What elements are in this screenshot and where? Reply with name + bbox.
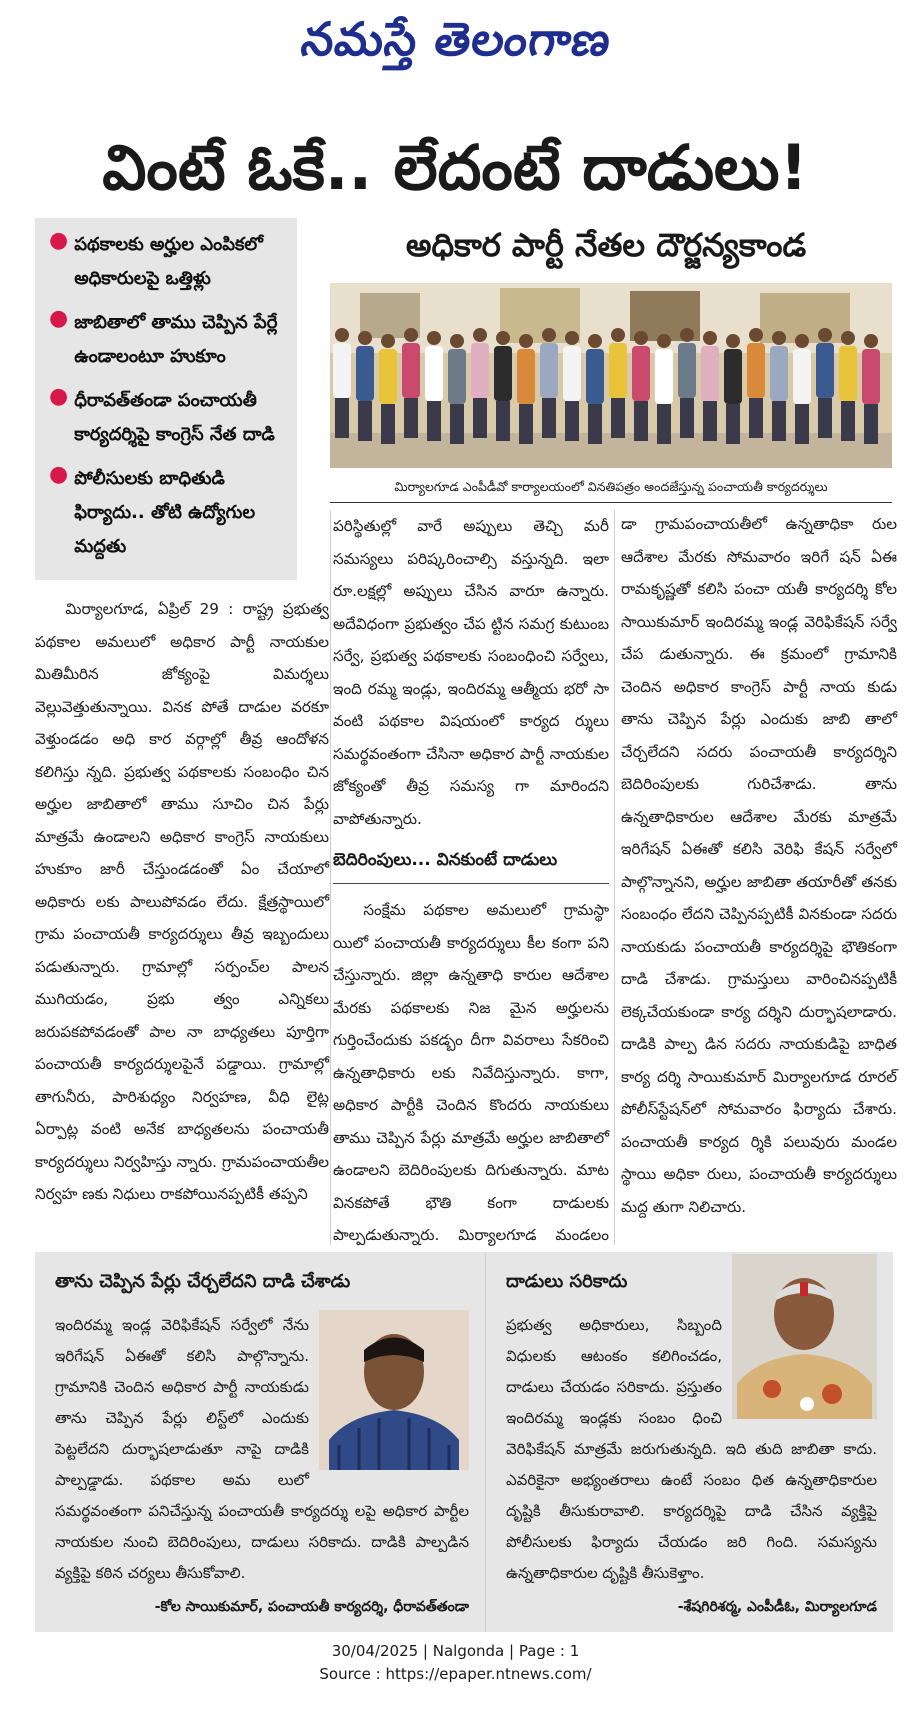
highlight-text: పథకాలకు అర్హుల ఎంపికలో అధికారులపై ఒత్తిళ్లు (74, 234, 263, 289)
photo-person (448, 334, 466, 444)
highlight-item (49, 384, 285, 452)
group-photo (330, 283, 892, 468)
photo-person (356, 331, 374, 441)
quote-title: దాడులు సరికాదు (506, 1271, 628, 1292)
page-footer (0, 1640, 911, 1700)
article-column-2 (333, 510, 609, 1245)
photo-person (747, 328, 765, 438)
photo-person (770, 331, 788, 441)
photo-person (862, 334, 880, 444)
photo-person (724, 334, 742, 444)
headline: వింటే ఓకే.. లేదంటే దాడులు! (102, 131, 808, 204)
highlights-box (35, 218, 297, 580)
portrait-image (732, 1254, 877, 1419)
masthead (0, 0, 911, 90)
quotes-box (35, 1252, 893, 1632)
column-divider (614, 510, 615, 1245)
quote-text: ఇందిరమ్మ ఇండ్ల వెరిఫికేషన్ సర్వేలో నేను ఇరిగేషన్ ఏఈతో కలిసి పాల్గొన్నాను. గ్రామానికి చెందిన అధికార పార్టీ నాయకుడు తాను చెప్పిన పేర్లు లిస్ట్‌లో ఎందుకు పెట్టలేదని దుర్భాషలాడుతూ నాపై దాడికి పాల్పడ్డాడు. పథకాల అమ లులో సమర్థవంతంగా పనిచేస్తున్న పంచాయతీ కార్యదర్శు లపై అధికార పార్టీల నాయకుల నుంచి బెదిరింపులు, దాడులు సరికాదు. దాడికి పాల్పడిన వ్యక్తిపై కఠిన చర్యలు తీసుకోవాలి. (55, 1316, 469, 1582)
article-paragraph: సంక్షేమ పథకాల అమలులో గ్రామస్థా యిలో పంచాయతీ కార్యదర్శులు కీల కంగా పని చేస్తున్నారు. జిల్లా ఉన్నతాధి కారుల ఆదేశాల మేరకు పథకాలకు నిజ మైన అర్హులను గుర్తించేందుకు పకడ్బం దీగా వివరాలు సేకరించి ఉన్నతాధికారు లకు నివేదిస్తున్నారు. కాగా, అధికార పార్టీకి చెందిన కొందరు నాయకులు తాము చెప్పిన పేర్లు మాత్రమే అర్హుల జాబితాలో ఉండాలని బెదిరింపులకు దిగుతున్నారు. మాట వినకపోతే భౌతి కంగా దాడులకు పాల్పడుతున్నారు. మిర్యాలగూడ మండలం (333, 901, 609, 1244)
photo-person (678, 328, 696, 438)
photo-person (540, 328, 558, 438)
highlight-text: జాబితాలో తాము చెప్పిన పేర్లే ఉండాలంటూ హుకూం (74, 312, 278, 367)
quote-panel-left (35, 1252, 485, 1632)
article-paragraph: పరిస్థితుల్లో వారే అప్పులు తెచ్చి మరీ సమస్యలు పరిష్కరించాల్సి వస్తున్నది. ఇలా రూ.లక్షల్లో అప్పులు చేసిన వారూ ఉన్నారు. అదేవిధంగా ప్రభుత్వం చేప ట్టిన సమగ్ర కుటుంబ సర్వే, ప్రభుత్వ పథకాలకు సంబంధించి సర్వేలు, ఇంది రమ్మ ఇండ్లు, ఇందిరమ్మ ఆత్మీయ భరో సా వంటి పథకాల విషయంలో కార్యద ర్శులు సమర్థవంతంగా చేసినా అధికార పార్టీ నాయకుల జోక్యంతో తీవ్ర సమస్య గా మారిందని వాపోతున్నారు. (333, 517, 609, 828)
article-paragraph: డా గ్రామపంచాయతీలో ఉన్నతాధికా రుల ఆదేశాల మేరకు సోమవారం ఇరిగే షన్ ఏఈ రామకృష్ణతో కలిసి పంచా యతీ కార్యదర్శి కోల సాయికుమార్ ఇందిరమ్మ ఇండ్ల వెరిఫికేషన్ సర్వే చేప డుతున్నారు. ఈ క్రమంలో గ్రామానికి చెందిన అధికార కాంగ్రెస్ పార్టీ నాయ కుడు తాను చెప్పిన పేర్లు ఎందుకు జాబి తాలో చేర్చలేదని సదరు పంచాయతీ కార్యదర్శిని బెదిరింపులకు గురిచేశాడు. తాను ఉన్నతాధికారుల ఆదేశాల మేరకు మాత్రమే ఇరిగేషన్ ఏఈతో కలిసి వెరిఫి కేషన్ సర్వేలో పాల్గొన్నానని, అర్హుల జాబితా తయారీతో తనకు సంబంధం లేదని చెప్పినప్పటికీ వినకుండా సదరు నాయకుడు పంచాయతీ కార్యదర్శిపై భౌతికంగా దాడి చేశాడు. గ్రామస్తులు వారించినప్పటికీ లెక్కచేయకుండా కార్య దర్శిని దుర్భాషలాడారు. దాడికి పాల్ప డిన సదరు నాయకుడిపై బాధిత కార్య దర్శి సాయికుమార్ మిర్యాలగూడ రూరల్ పోలీస్‌స్టేషన్‌లో సోమవారం ఫిర్యాదు చేశారు. పంచాయతీ కార్యద ర్శికి పలువురు మండల స్థాయి అధికా రులు, పంచాయతీ కార్యదర్శులు మద్ద తుగా నిలిచారు. (621, 515, 897, 1216)
photo-person (793, 334, 811, 444)
photo-person (517, 334, 535, 444)
photo-person (655, 334, 673, 444)
photo-person (333, 328, 351, 438)
quote-signature: -శేషగిరిశర్మ, ఎంపీడీఓ, మిర్యాలగూడ (677, 1599, 877, 1615)
section-subheading: బెదిరింపులు... వినకుంటే దాడులు (333, 849, 609, 884)
article-column-3 (621, 508, 897, 1245)
photo-person (425, 331, 443, 441)
photo-person (632, 331, 650, 441)
quote-signature: -కోల సాయికుమార్, పంచాయతీ కార్యదర్శి, ధీరావత్‌తండా (154, 1599, 469, 1615)
photo-person (701, 331, 719, 441)
highlight-text: పోలీసులకు బాధితుడి ఫిర్యాదు.. తోటి ఉద్యోగుల మద్దతు (74, 468, 256, 557)
highlight-item (49, 228, 285, 296)
bullet-icon: ● (49, 462, 69, 487)
masthead-logo: నమస్తే తెలంగాణ (297, 12, 615, 66)
photo-person (586, 334, 604, 444)
bullet-icon: ● (49, 306, 69, 331)
photo-person (609, 328, 627, 438)
quote-body (55, 1310, 469, 1589)
portrait-photo (319, 1310, 469, 1470)
subheadline: అధికార పార్టీ నేతల దౌర్జన్యకాండ (405, 226, 807, 264)
article-paragraph: మిర్యాలగూడ, ఏప్రిల్ 29 : రాష్ట్ర ప్రభుత్వ పథకాల అమలులో అధికార పార్టీ నాయకుల మితిమీరిన జోక్యంపై విమర్శలు వెల్లువెత్తుతున్నాయి. వినక పోతే దాడుల వరకూ వెళ్తుండడం అధి కార వర్గాల్లో తీవ్ర ఆందోళన కలిగిస్తు న్నది. ప్రభుత్వ పథకాలకు సంబంధిం చిన అర్హుల జాబితాలో తాము సూచిం చిన పేర్లు మాత్రమే ఉండాలని అధికార కాంగ్రెస్ నాయకులు హుకూం జారీ చేస్తుండడంతో ఏం చేయాలో అధికారు లకు పాలుపోవడం లేదు. క్షేత్రస్థాయిలో గ్రామ పంచాయతీ కార్యదర్శులు తీవ్ర ఇబ్బందులు పడుతున్నారు. గ్రామాల్లో సర్పంచ్‌ల పాలన ముగియడం, ప్రభు త్వం ఎన్నికలు జరుపకపోవడంతో పాల నా బాధ్యతలు పూర్తిగా పంచాయతీ కార్యదర్శులపైనే పడ్డాయి. గ్రామాల్లో తాగునీరు, పారిశుధ్యం నిర్వహణ, వీధి లైట్ల ఏర్పాట్ల వంటి అనేక బాధ్యతలను పంచాయతీ కార్యదర్శులు నిర్వహిస్తు న్నారు. గ్రామపంచాయతీల నిర్వహ ణకు నిధులు రాకపోయినప్పటికీ తప్పని (35, 600, 329, 1203)
bullet-icon: ● (49, 228, 69, 253)
highlight-item (49, 306, 285, 374)
quote-text: ప్రభుత్వ అధికారులు, సిబ్బంది విధులకు ఆటంకం కలిగించడం, దాడులు చేయడం సరికాదు. ప్రస్తుతం ఇందిరమ్మ ఇండ్లకు సంబం ధించి వెరిఫికేషన్ మాత్రమే జరుగుతున్నది. ఇది తుది జాబితా కాదు. ఎవరికైనా అభ్యంతరాలు ఉంటే సంబం ధిత ఉన్నతాధికారుల దృష్టికి తీసుకురావాలి. కార్యదర్శిపై దాడి చేసిన వ్యక్తిపై పోలీసులకు ఫిర్యాదు చేయడం జరి గింది. సమస్యను ఉన్నతాధికారుల దృష్టికి తీసుకెళ్తాం. (506, 1316, 877, 1582)
footer-edition-line: 30/04/2025 | Nalgonda | Page : 1 (331, 1642, 580, 1660)
photo-caption: మిర్యాలగూడ ఎంపీడీవో కార్యాలయంలో వినతిపత్రం అందజేస్తున్న పంచాయతీ కార్యదర్శులు (330, 471, 892, 503)
photo-person (402, 328, 420, 438)
quote-body (506, 1270, 877, 1589)
footer-source-line: Source : https://epaper.ntnews.com/ (319, 1665, 592, 1683)
photo-person (563, 331, 581, 441)
portrait-photo (732, 1254, 877, 1419)
quote-title: తాను చెప్పిన పేర్లు చేర్చలేదని దాడి చేశాడు (55, 1271, 351, 1292)
photo-person (839, 331, 857, 441)
article-column-1 (35, 593, 329, 1243)
column-divider (330, 510, 331, 1245)
group-photo-image (330, 283, 892, 468)
quote-panel-right (485, 1252, 893, 1632)
highlight-text: ధీరావత్‌తండా పంచాయతీ కార్యదర్శిపై కాంగ్రెస్ నేత దాడి (74, 390, 275, 445)
bullet-icon: ● (49, 384, 69, 409)
photo-person (379, 334, 397, 444)
photo-person (816, 328, 834, 438)
portrait-image (319, 1310, 469, 1470)
photo-person (471, 328, 489, 438)
highlight-item (49, 462, 285, 564)
photo-person (494, 331, 512, 441)
